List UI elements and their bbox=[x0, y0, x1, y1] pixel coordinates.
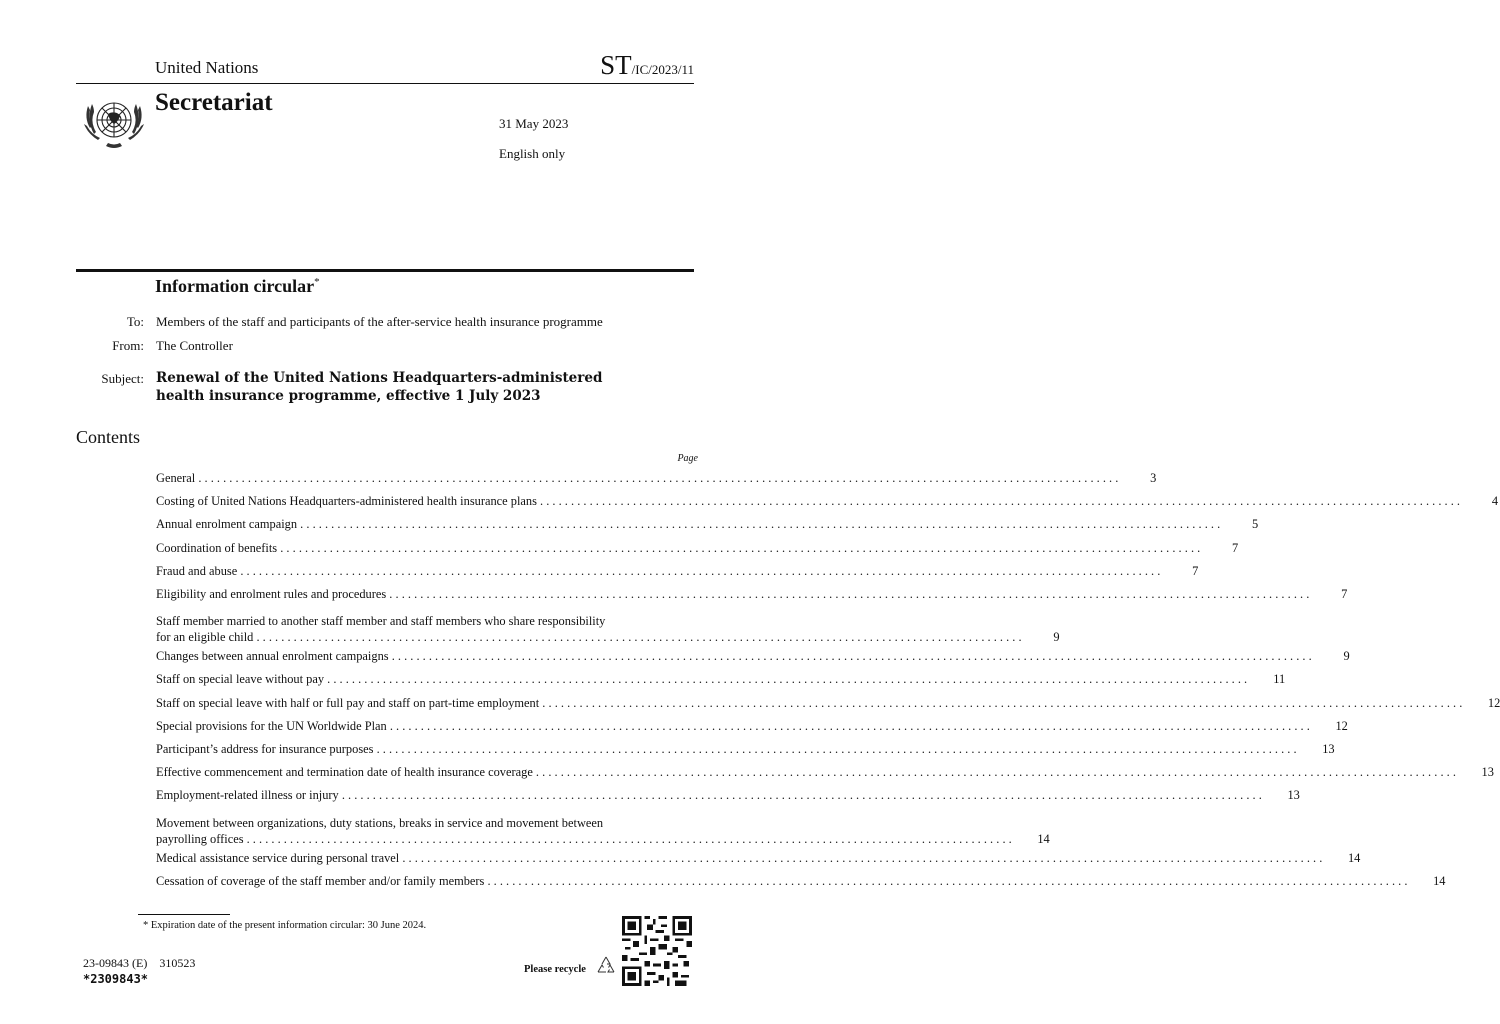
toc-entry-text: Annual enrolment campaign . . . bbox=[156, 513, 1220, 536]
toc-entry[interactable] bbox=[156, 537, 1239, 560]
toc-entry[interactable] bbox=[156, 870, 1446, 893]
toc-entry-page: 7 bbox=[1341, 587, 1348, 602]
to-value: Members of the staff and participants of the after-service health insurance programme bbox=[156, 314, 603, 329]
un-emblem-icon bbox=[78, 90, 150, 154]
toc-entry-page: 13 bbox=[1481, 765, 1494, 780]
toc-entry-page: 9 bbox=[1053, 630, 1060, 645]
document-language: English only bbox=[499, 146, 566, 161]
toc-entry-page: 14 bbox=[1433, 873, 1446, 888]
toc-entry-text: Effective commencement and termination date of health insurance coverage . . . bbox=[156, 761, 1456, 784]
toc-entry-text: Employment-related illness or injury . . . bbox=[156, 784, 1262, 807]
subject-value: Renewal of the United Nations Headquarters-administered health insurance programme, effective 1 July 2023 bbox=[156, 370, 603, 404]
page-column-label: Page bbox=[677, 453, 698, 464]
footnote-marker: * bbox=[314, 276, 320, 288]
toc-entry[interactable] bbox=[156, 847, 1361, 870]
toc-entry[interactable] bbox=[156, 583, 1348, 606]
toc-entry-text-line2: payrolling offices . . . bbox=[156, 831, 1012, 847]
symbol-main: ST bbox=[600, 50, 632, 80]
circular-title-text: Information circular bbox=[155, 276, 315, 296]
toc-entry-page: 9 bbox=[1343, 649, 1350, 664]
document-number: 23-09843 (E) 310523 bbox=[83, 956, 196, 970]
barcode-text: *2309843* bbox=[83, 972, 149, 986]
toc-entry-text-line1: Movement between organizations, duty stations, breaks in service and movement between bbox=[156, 815, 604, 830]
toc-entry[interactable] bbox=[156, 761, 1494, 784]
symbol-suffix: /IC/2023/11 bbox=[631, 62, 694, 77]
toc-entry[interactable] bbox=[156, 645, 1350, 668]
toc-entry-text: Fraud and abuse . . . bbox=[156, 560, 1160, 583]
toc-entry-text: Participant’s address for insurance purposes . . . bbox=[156, 738, 1297, 761]
recycle-icon bbox=[594, 954, 618, 978]
toc-entry-text: Coordination of benefits . . . bbox=[156, 537, 1200, 560]
contents-heading: Contents bbox=[76, 427, 141, 447]
from-value: The Controller bbox=[156, 338, 233, 353]
toc-entry-text: Special provisions for the UN Worldwide Plan . . . bbox=[156, 715, 1310, 738]
toc-entry-text: Medical assistance service during personal travel . . . bbox=[156, 847, 1322, 870]
toc-entry[interactable] bbox=[156, 668, 1286, 691]
toc-entry-text: Staff on special leave without pay . . . bbox=[156, 668, 1247, 691]
toc-entry-page: 13 bbox=[1287, 788, 1300, 803]
toc-entry-page: 7 bbox=[1192, 563, 1199, 578]
organization-name: United Nations bbox=[155, 58, 259, 77]
toc-entry[interactable] bbox=[156, 560, 1199, 583]
toc-entry-text-line2: for an eligible child . . . bbox=[156, 629, 1022, 645]
toc-entry[interactable] bbox=[156, 784, 1300, 807]
toc-entry-text: Cessation of coverage of the staff member and/or family members . . . bbox=[156, 870, 1407, 893]
from-label: From: bbox=[112, 338, 144, 353]
title-rule bbox=[76, 269, 694, 272]
to-label: To: bbox=[126, 314, 144, 329]
circular-title bbox=[155, 276, 320, 297]
toc-entry-page: 12 bbox=[1487, 695, 1500, 710]
toc-entry-page: 3 bbox=[1150, 471, 1157, 485]
toc-entry[interactable] bbox=[156, 613, 1060, 645]
toc-entry-page: 14 bbox=[1037, 831, 1050, 846]
toc-entry-text: Eligibility and enrolment rules and procedures . . . bbox=[156, 583, 1309, 606]
header-rule bbox=[76, 83, 694, 84]
footnote: * Expiration date of the present information circular: 30 June 2024. bbox=[143, 920, 427, 931]
toc-entry-page: 14 bbox=[1347, 850, 1361, 865]
document-symbol bbox=[600, 50, 694, 81]
secretariat-title: Secretariat bbox=[155, 89, 273, 116]
toc-entry-page: 11 bbox=[1273, 672, 1286, 687]
toc-entry[interactable] bbox=[156, 692, 1500, 715]
toc-entry-page: 4 bbox=[1491, 494, 1499, 509]
qr-code-icon[interactable] bbox=[622, 916, 692, 986]
document-date: 31 May 2023 bbox=[499, 116, 569, 131]
footnote-rule bbox=[138, 914, 230, 915]
toc-entry-page: 13 bbox=[1322, 742, 1335, 757]
toc-entry-page: 7 bbox=[1232, 540, 1239, 555]
toc-entry-text: Changes between annual enrolment campaigns . . . bbox=[156, 645, 1312, 668]
toc-entry[interactable] bbox=[156, 738, 1335, 761]
subject-label: Subject: bbox=[101, 371, 144, 386]
toc-entry-text: General . . . bbox=[156, 467, 1118, 490]
toc-entry-text: Staff on special leave with half or full pay and staff on part-time employment . . . bbox=[156, 692, 1462, 715]
toc-entry-text: Costing of United Nations Headquarters-administered health insurance plans . . . bbox=[156, 490, 1460, 513]
toc-entry[interactable] bbox=[156, 715, 1348, 738]
table-of-contents bbox=[156, 467, 1500, 893]
toc-entry[interactable] bbox=[156, 513, 1259, 536]
toc-entry[interactable] bbox=[156, 815, 1050, 847]
toc-entry[interactable] bbox=[156, 490, 1499, 513]
toc-entry-page: 5 bbox=[1251, 517, 1259, 532]
recycle-text: Please recycle bbox=[524, 964, 586, 975]
toc-entry-text-line1: Staff member married to another staff member and staff members who share responsibility bbox=[156, 614, 606, 629]
toc-entry-page: 12 bbox=[1335, 718, 1348, 733]
toc-entry[interactable] bbox=[156, 467, 1157, 490]
